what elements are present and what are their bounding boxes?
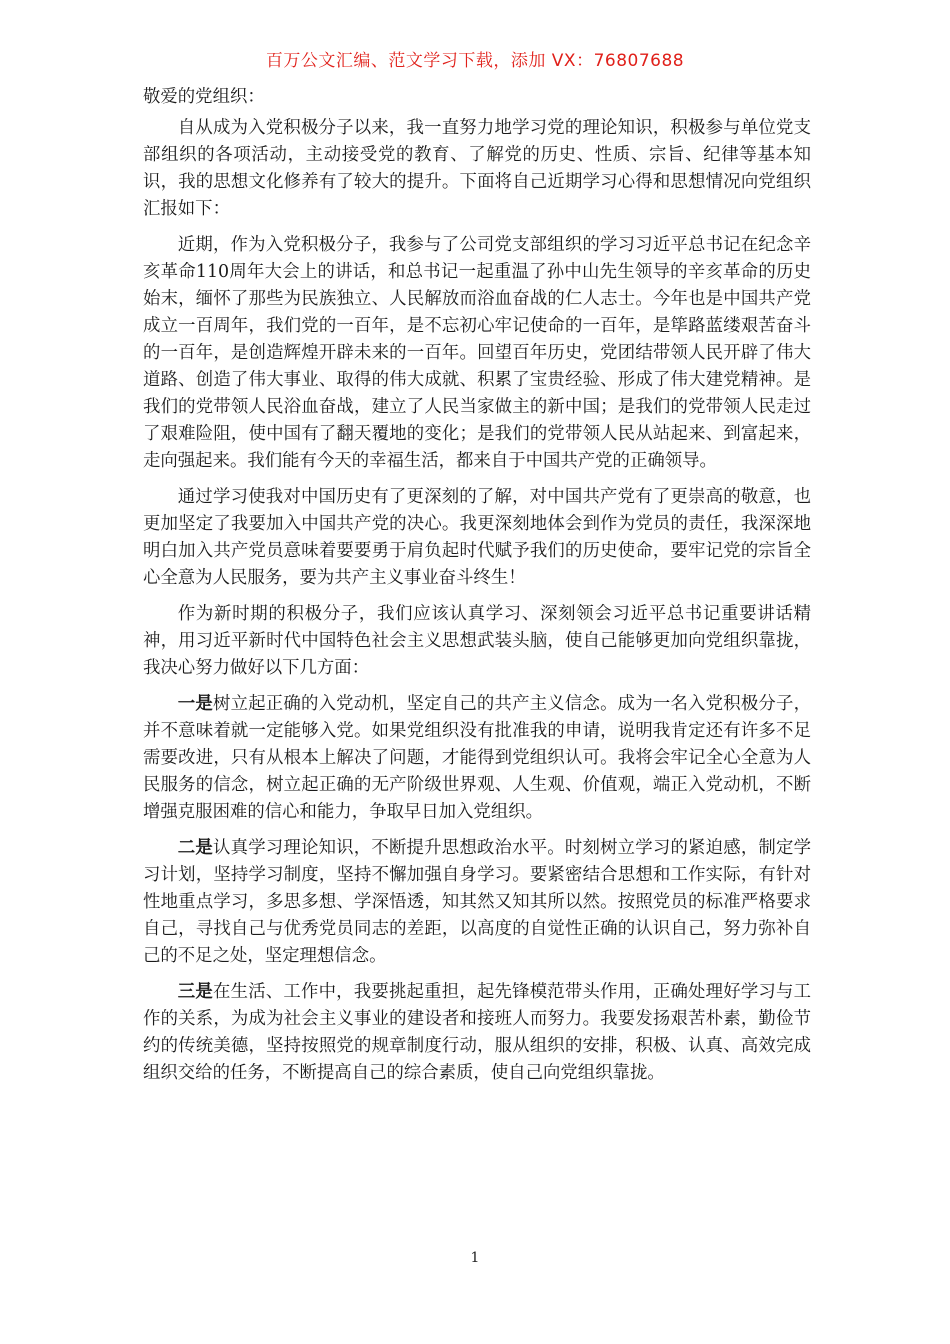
- point-one-text: 树立起正确的入党动机，坚定自己的共产主义信念。成为一名入党积极分子，并不意味着就一定能够入党。如果党组织没有批准我的申请，说明我肯定还有许多不足需要改进，只有从根本上解决了问题，才能得到党组织认可。我将会牢记全心全意为人民服务的信念，树立起正确的无产阶级世界观、人生观、价值观，端正入党动机，不断增强克服困难的信心和能力，争取早日加入党组织。: [143, 694, 811, 822]
- point-three-lead: 三是: [177, 982, 213, 1002]
- paragraph-reflection: 通过学习使我对中国历史有了更深刻的了解，对中国共产党有了更崇高的敬意，也更加坚定了我要加入中国共产党的决心。我更深刻地体会到作为党员的责任，我深深地明白加入共产党员意味着要要勇于肩负起时代赋予我们的历史使命，要牢记党的宗旨全心全意为人民服务，要为共产主义事业奋斗终生！: [143, 487, 811, 588]
- point-three-text: 在生活、工作中，我要挑起重担，起先锋模范带头作用，正确处理好学习与工作的关系，为成为社会主义事业的建设者和接班人而努力。我要发扬艰苦朴素，勤俭节约的传统美德，坚持按照党的规章制度行动，服从组织的安排，积极、认真、高效完成组织交给的任务，不断提高自己的综合素质，使自己向党组织靠拢。: [143, 982, 811, 1083]
- point-two-lead: 二是: [177, 838, 213, 858]
- promo-banner: 百万公文汇编、范文学习下载，添加 VX：76807688: [265, 51, 685, 71]
- point-one-lead: 一是: [177, 694, 213, 714]
- greeting: 敬爱的党组织：: [143, 87, 265, 107]
- document-body: [143, 84, 811, 1096]
- point-two-text: 认真学习理论知识，不断提升思想政治水平。时刻树立学习的紧迫感，制定学习计划，坚持学习制度，坚持不懈加强自身学习。要紧密结合思想和工作实际，有针对性地重点学习，多思多想、学深悟透，知其然又知其所以然。按照党员的标准严格要求自己，寻找自己与优秀党员同志的差距，以高度的自觉性正确的认识自己，努力弥补自己的不足之处，坚定理想信念。: [143, 838, 811, 966]
- paragraph-study: 近期，作为入党积极分子，我参与了公司党支部组织的学习习近平总书记在纪念辛亥革命110周年大会上的讲话，和总书记一起重温了孙中山先生领导的辛亥革命的历史始末，缅怀了那些为民族独立、人民解放而浴血奋战的仁人志士。今年也是中国共产党成立一百周年，我们党的一百年，是不忘初心牢记使命的一百年，是筚路蓝缕艰苦奋斗的一百年，是创造辉煌开辟未来的一百年。回望百年历史，党团结带领人民开辟了伟大道路、创造了伟大事业、取得的伟大成就、积累了宝贵经验、形成了伟大建党精神。是我们的党带领人民浴血奋战，建立了人民当家做主的新中国；是我们的党带领人民走过了艰难险阻，使中国有了翻天覆地的变化；是我们的党带领人民从站起来、到富起来，走向强起来。我们能有今天的幸福生活，都来自于中国共产党的正确领导。: [143, 235, 811, 471]
- paragraph-point-two: [143, 835, 811, 970]
- paragraph-point-one: [143, 691, 811, 826]
- paragraph-point-three: [143, 979, 811, 1087]
- paragraph-intro: 自从成为入党积极分子以来，我一直努力地学习党的理论知识，积极参与单位党支部组织的各项活动，主动接受党的教育、了解党的历史、性质、宗旨、纪律等基本知识，我的思想文化修养有了较大的提升。下面将自己近期学习心得和思想情况向党组织汇报如下：: [143, 118, 811, 219]
- page-number: 1: [470, 1250, 480, 1266]
- paragraph-resolution: 作为新时期的积极分子，我们应该认真学习、深刻领会习近平总书记重要讲话精神，用习近平新时代中国特色社会主义思想武装头脑，使自己能够更加向党组织靠拢，我决心努力做好以下几方面：: [143, 604, 811, 678]
